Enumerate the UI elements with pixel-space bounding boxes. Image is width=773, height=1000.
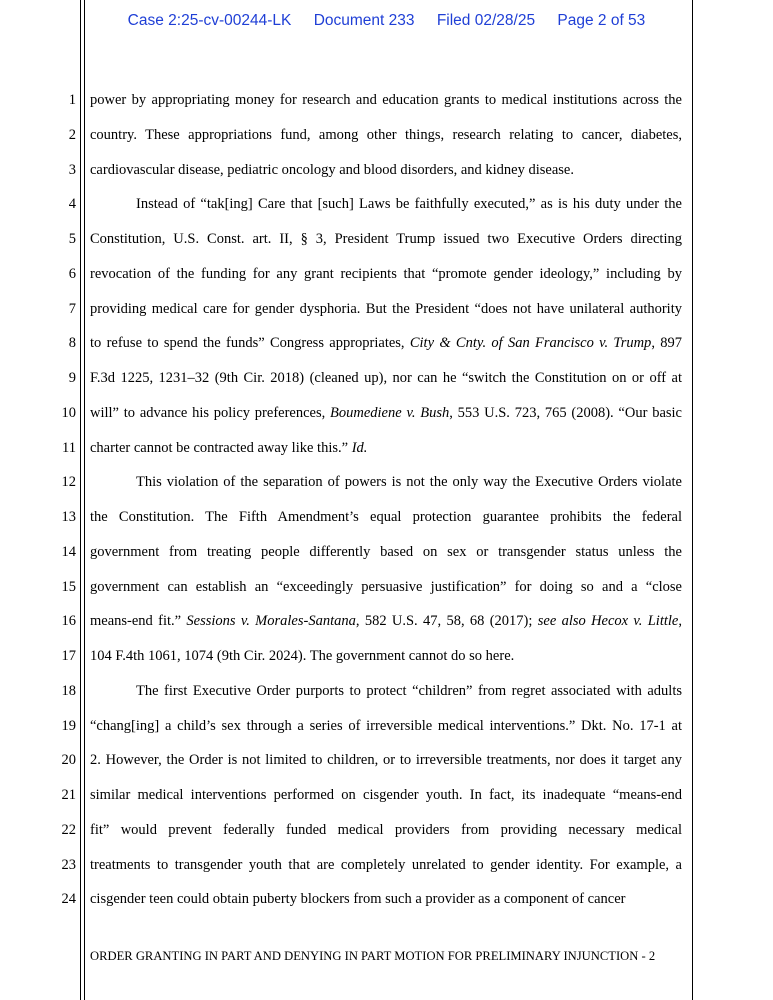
text-run: providing medical care for gender dysphoria. But the President “does not have unilateral authority <box>90 300 682 317</box>
body-line <box>90 160 682 180</box>
body-line <box>90 785 682 805</box>
case-citation: Boumediene v. Bush <box>330 404 450 421</box>
line-number: 20 <box>61 752 76 769</box>
text-run: F.3d 1225, 1231–32 (9th Cir. 2018) (cleaned up), nor can he “switch the Constitution on or off at <box>90 370 682 386</box>
text-run: 104 F.4th 1061, 1074 (9th Cir. 2024). The government cannot do so here. <box>90 648 515 664</box>
text-run: “chang[ing] a child’s sex through a series of irreversible medical interventions.” Dkt. No. 17-1 at <box>90 717 682 734</box>
body-line <box>90 820 682 840</box>
ecf-header <box>0 12 773 30</box>
line-number: 18 <box>61 682 76 699</box>
line-number: 16 <box>61 613 76 630</box>
text-run: power by appropriating money for research and education grants to medical institutions across the <box>90 92 682 108</box>
line-number: 14 <box>61 543 76 560</box>
text-run: will” to advance his policy preferences, <box>90 404 331 421</box>
text-run: , <box>678 613 682 630</box>
body-line <box>90 229 682 249</box>
line-number: 22 <box>61 821 76 838</box>
line-number: 23 <box>61 856 76 873</box>
body-line <box>90 855 682 875</box>
body-line <box>90 125 682 145</box>
line-number: 17 <box>61 648 76 664</box>
case-citation: see also Hecox v. Little <box>537 613 679 630</box>
body-line <box>90 611 682 631</box>
text-run: , 553 U.S. 723, 765 (2008). “Our basic <box>449 404 682 421</box>
line-number: 2 <box>68 126 76 143</box>
line-number: 19 <box>61 717 76 734</box>
text-run: , 582 U.S. 47, 58, 68 (2017); <box>355 613 538 630</box>
body-line <box>90 507 682 527</box>
body-line <box>90 542 682 562</box>
case-citation: City & Cnty. of San Francisco v. Trump <box>409 335 652 352</box>
line-number: 5 <box>68 231 76 247</box>
text-run: fit” would prevent federally funded medical providers from providing necessary medical <box>90 821 682 838</box>
case-citation: Id. <box>351 439 368 456</box>
text-run: similar medical interventions performed on cisgender youth. In fact, its inadequate “means-end <box>90 787 682 803</box>
line-number: 9 <box>68 370 76 386</box>
text-run: Constitution, U.S. Const. art. II, § 3, President Trump issued two Executive Orders directing <box>90 231 682 247</box>
body-line <box>136 472 682 492</box>
case-number: Case 2:25-cv-00244-LK <box>127 12 292 29</box>
body-line <box>90 264 682 284</box>
line-number: 21 <box>61 787 76 803</box>
text-run: government can establish an “exceedingly persuasive justification” for doing so and a “close <box>90 578 682 595</box>
line-number: 1 <box>68 92 76 108</box>
text-run: treatments to transgender youth that are completely unrelated to gender identity. For example, a <box>90 856 682 873</box>
text-run: cardiovascular disease, pediatric oncology and blood disorders, and kidney disease. <box>90 161 574 178</box>
body-line <box>90 333 682 353</box>
text-run: charter cannot be contracted away like this.” <box>90 439 352 456</box>
case-citation: Sessions v. Morales-Santana <box>186 613 356 630</box>
text-run: means-end fit.” <box>90 613 187 630</box>
line-number: 24 <box>61 891 76 908</box>
body-line <box>90 716 682 736</box>
body-line <box>90 368 682 388</box>
line-number: 3 <box>68 161 76 178</box>
line-number: 15 <box>61 578 76 595</box>
left-margin-rule-inner <box>84 0 85 1000</box>
text-run: country. These appropriations fund, among other things, research relating to cancer, diabetes, <box>90 126 682 143</box>
line-number: 7 <box>68 300 76 317</box>
document-number: Document 233 <box>313 12 415 29</box>
body-line <box>90 90 682 110</box>
left-margin-rule-outer <box>80 0 81 1000</box>
text-run: government from treating people differently based on sex or transgender status unless the <box>90 543 682 560</box>
text-run: , 897 <box>651 335 682 352</box>
text-run: Instead of “tak[ing] Care that [such] Laws be faithfully executed,” as is his duty under the <box>136 196 682 213</box>
body-line <box>90 299 682 319</box>
line-number: 10 <box>61 404 76 421</box>
footer-title: ORDER GRANTING IN PART AND DENYING IN PART MOTION FOR PRELIMINARY INJUNCTION - 2 <box>90 949 656 963</box>
body-line <box>90 403 682 423</box>
text-run: cisgender teen could obtain puberty blockers from such a provider as a component of cancer <box>90 891 626 908</box>
body-line <box>90 750 682 770</box>
text-run: The first Executive Order purports to protect “children” from regret associated with adults <box>136 682 682 699</box>
body-line <box>90 646 682 666</box>
body-line <box>136 194 682 214</box>
body-line <box>90 577 682 597</box>
body-line <box>136 681 682 701</box>
page-indicator: Page 2 of 53 <box>557 12 646 29</box>
line-number: 6 <box>68 265 76 282</box>
body-line <box>90 438 682 458</box>
body-line <box>90 889 682 909</box>
line-number: 12 <box>61 474 76 491</box>
line-number: 8 <box>68 335 76 352</box>
text-run: the Constitution. The Fifth Amendment’s equal protection guarantee prohibits the federal <box>90 509 682 525</box>
line-number: 4 <box>68 196 76 213</box>
right-margin-rule <box>692 0 693 1000</box>
text-run: to refuse to spend the funds” Congress appropriates, <box>90 335 410 352</box>
line-number: 11 <box>62 439 76 456</box>
text-run: This violation of the separation of powers is not the only way the Executive Orders violate <box>136 474 682 491</box>
line-number: 13 <box>61 509 76 525</box>
text-run: revocation of the funding for any grant recipients that “promote gender ideology,” including by <box>90 265 682 282</box>
filed-date: Filed 02/28/25 <box>436 12 536 29</box>
text-run: 2. However, the Order is not limited to children, or to irreversible treatments, nor does it target any <box>90 752 682 769</box>
